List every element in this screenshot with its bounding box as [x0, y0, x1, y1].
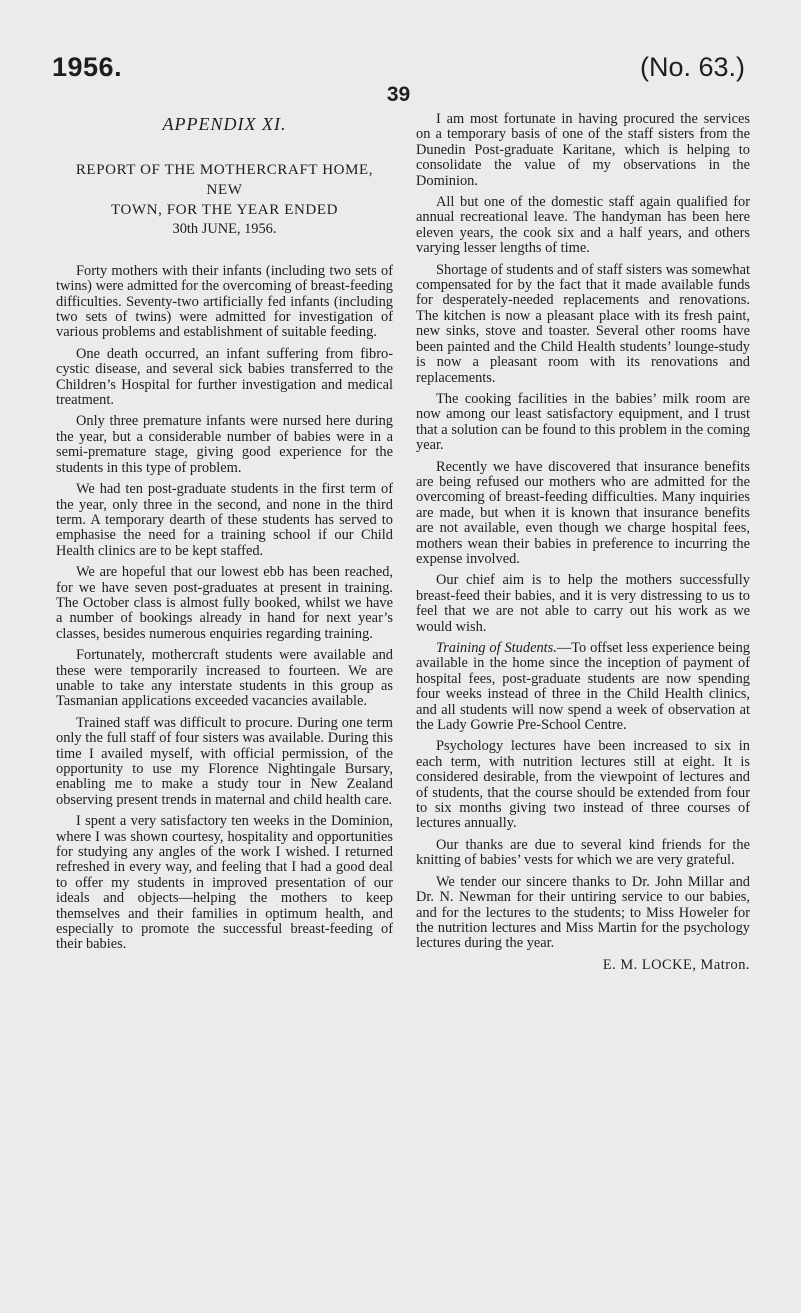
- paragraph: We are hopeful that our lowest ebb has been reached, for we have seven post-graduates at present in training. The October class is almost fully booked, whilst we have a number of bookings already in hand for next year’s classes, besides numerous enquiries regarding training.: [56, 564, 393, 642]
- right-column: [416, 112, 750, 973]
- paragraph: Forty mothers with their infants (including two sets of twins) were admitted for the overcoming of breast-feeding difficulties. Seventy-two artificially fed infants (including two sets of twins) were admitted for investigation of various problems and establishment of suitable feeding.: [56, 262, 393, 341]
- report-date: 30th JUNE, 1956.: [172, 221, 277, 238]
- paragraph: Psychology lectures have been increased to six in each term, with nutrition lectures still at eight. It is considered desirable, from the viewpoint of lectures and of students, that the course should be extended from four to six months giving two instead of three courses of lectures annually.: [416, 738, 750, 832]
- paragraph: We had ten post-graduate students in the first term of the year, only three in the second, and none in the third term. A temporary dearth of these students has served to emphasise the need for a training school if our Child Health clinics are to be kept staffed.: [56, 481, 393, 559]
- paragraph: Fortunately, mothercraft students were available and these were temporarily increased to fourteen. We are unable to take any interstate students in this group as Tasmanian applications exceeded vacancies available.: [56, 647, 393, 710]
- year-label: 1956.: [52, 52, 123, 82]
- paragraph: Recently we have discovered that insurance benefits are being refused our mothers who are admitted for the overcoming of breast-feeding difficulties. Many inquiries are made, but when it is known that insurance benefits are not available, even though we charge hospital fees, mothers wean their babies in preference to incurring the expense involved.: [416, 458, 750, 567]
- paragraph: Only three premature infants were nursed here during the year, but a considerable number of babies were in a semi-premature stage, giving good experience for the students in this type of problem.: [56, 413, 393, 476]
- training-paragraph: [416, 641, 750, 733]
- report-title-line-2: TOWN, FOR THE YEAR ENDED: [110, 202, 339, 219]
- signature: E. M. LOCKE, Matron.: [602, 956, 750, 973]
- paragraph: Our thanks are due to several kind friends for the knitting of babies’ vests for which we are very grateful.: [416, 836, 750, 869]
- report-title: [56, 160, 393, 220]
- paragraph: The cooking facilities in the babies’ milk room are now among our least satisfactory equipment, and I trust that a solution can be found to this problem in the coming year.: [416, 390, 750, 454]
- left-column: [56, 112, 393, 959]
- training-body: —To offset less experience being available in the home since the inception of payment of hospital fees, post-graduate students are now spending four weeks instead of three in the Child Health clinics, and all students will now spend a week of observation at the Lady Gowrie Pre-School Centre.: [416, 640, 750, 734]
- page-header: [52, 52, 745, 112]
- document-number: (No. 63.): [639, 52, 745, 82]
- paragraph: Trained staff was difficult to procure. During one term only the full staff of four sisters was available. During this time I availed myself, with official permission, of the opportunity to use my Florence Nightingale Bursary, enabling me to make a study tour in New Zealand observing present trends in maternal and child health care.: [56, 714, 393, 808]
- paragraph: Shortage of students and of staff sisters was somewhat compensated for by the fact that it made available funds for desperately-needed replacements and renovations. The kitchen is now a pleasant place with its fresh paint, new sinks, stove and toaster. Several other rooms have been painted and the Child Health students’ lounge-study is now a pleasant room with its renovations and replacements.: [416, 261, 750, 386]
- appendix-heading: APPENDIX XI.: [162, 114, 287, 134]
- paragraph: One death occurred, an infant suffering from fibro-cystic disease, and several sick babies transferred to the Children’s Hospital for further investigation and medical treatment.: [56, 345, 393, 409]
- training-heading: Training of Students.: [436, 640, 557, 656]
- paragraph: I am most fortunate in having procured the services on a temporary basis of one of the staff sisters from the Dunedin Post-graduate Karitane, which is helping to consolidate the value of my observations in the Dominion.: [416, 111, 750, 189]
- paragraph: Our chief aim is to help the mothers successfully breast-feed their babies, and it is very distressing to us to feel that we are not able to carry out his work as we would wish.: [416, 572, 750, 635]
- paragraph: All but one of the domestic staff again qualified for annual recreational leave. The handyman has been here eleven years, the cook six and a half years, and others varying lesser lengths of time.: [416, 194, 750, 257]
- paragraph: We tender our sincere thanks to Dr. John Millar and Dr. N. Newman for their untiring service to our babies, and for the lectures to the students; to Miss Howeler for the nutrition lectures and Miss Martin for the psychology lectures during the year.: [416, 873, 750, 952]
- page-number: 39: [386, 83, 411, 106]
- report-title-line-1: REPORT OF THE MOTHERCRAFT HOME, NEW: [75, 162, 374, 199]
- paragraph: I spent a very satisfactory ten weeks in the Dominion, where I was shown courtesy, hospitality and opportunities for studying any angles of the work I wished. I returned refreshed in every way, and feeling that I had a good deal to offer my students in improved presentation of our ideals and objects—helping the mothers to keep themselves and their families in optimum health, and especially to promote the successful breast-feeding of their babies.: [56, 813, 393, 953]
